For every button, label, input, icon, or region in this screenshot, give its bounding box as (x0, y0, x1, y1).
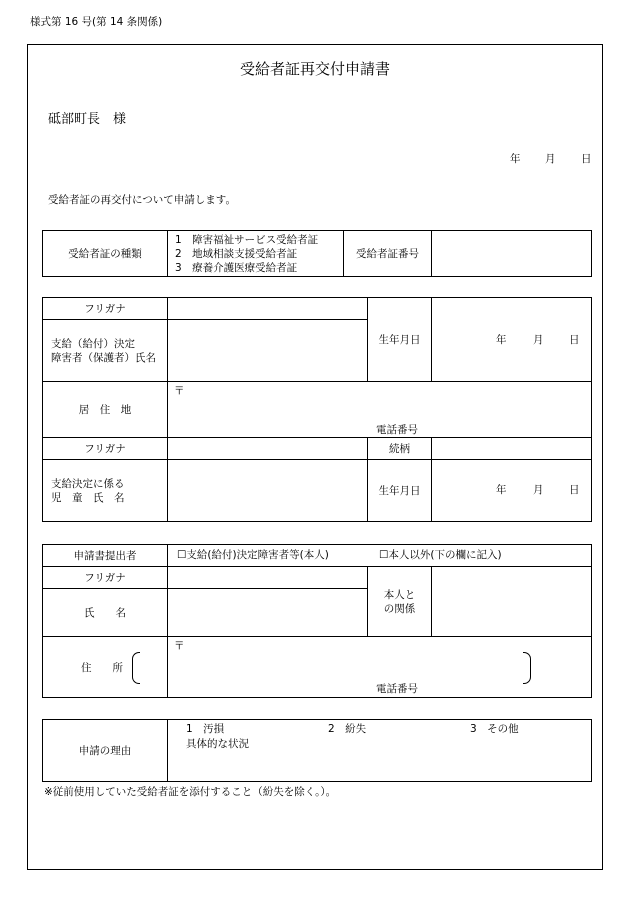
child-name-label-line2: 児 童 氏 名 (51, 491, 125, 504)
recipient-birth-field[interactable] (432, 298, 592, 382)
relation-label: 続柄 (368, 438, 432, 460)
relation-field[interactable] (432, 438, 592, 460)
paren-left-icon (132, 652, 140, 684)
checkbox-other-icon[interactable]: ☐ (379, 549, 389, 561)
reason-label: 申請の理由 (43, 720, 168, 782)
child-birth-day: 日 (569, 484, 580, 496)
cert-type-option-2: 2 地域相談支援受給者証 (175, 247, 298, 260)
recipient-birth-day: 日 (569, 334, 580, 346)
child-birth-year: 年 (496, 484, 507, 496)
paren-right-icon (523, 652, 531, 684)
submitter-option-self[interactable] (177, 550, 329, 561)
checkbox-self-icon[interactable]: ☐ (177, 549, 187, 561)
recipient-furigana-field[interactable] (168, 298, 368, 320)
cert-type-options (168, 231, 344, 277)
recipient-birth-month: 月 (533, 334, 544, 346)
submitter-options (168, 545, 592, 567)
cert-type-option-1: 1 障害福祉サービス受給者証 (175, 233, 319, 246)
submitter-postal-mark: 〒 (174, 640, 185, 652)
recipient-table (42, 297, 592, 522)
submitter-table (42, 544, 592, 698)
recipient-birth-label: 生年月日 (368, 298, 432, 382)
recipient-name-label-line2: 障害者（保護者）氏名 (51, 351, 156, 364)
child-birth-month: 月 (533, 484, 544, 496)
submitter-name-label: 氏 名 (43, 589, 168, 637)
reason-field[interactable] (168, 720, 592, 782)
child-birth-field[interactable] (432, 460, 592, 522)
submitter-address-field[interactable] (168, 637, 592, 698)
submitter-label: 申請書提出者 (43, 545, 168, 567)
child-furigana-field[interactable] (168, 438, 368, 460)
recipient-furigana-label: フリガナ (43, 298, 168, 320)
form-title: 受給者証再交付申請書 (239, 60, 390, 78)
cert-number-field[interactable] (432, 231, 592, 277)
submitter-option-self-label: 支給(給付)決定障害者等(本人) (186, 549, 329, 561)
child-name-field[interactable] (168, 460, 368, 522)
residence-postal-mark: 〒 (174, 385, 185, 397)
cert-type-table (42, 230, 592, 277)
footnote: ※従前使用していた受給者証を添付すること（紛失を除く。）。 (44, 786, 337, 798)
reason-detail-label: 具体的な状況 (186, 738, 249, 750)
submitter-address-label: 住 所 (43, 637, 168, 698)
submitter-phone-label: 電話番号 (376, 683, 418, 695)
submitter-furigana-field[interactable] (168, 567, 368, 589)
cert-type-label: 受給者証の種類 (43, 231, 168, 277)
addressee: 砥部町長 様 (48, 112, 127, 127)
date-month: 月 (545, 153, 556, 165)
recipient-birth-year: 年 (496, 334, 507, 346)
child-name-label-line1: 支給決定に係る (51, 477, 125, 490)
child-birth-label: 生年月日 (368, 460, 432, 522)
residence-label: 居 住 地 (43, 382, 168, 438)
residence-phone-label: 電話番号 (376, 424, 418, 436)
submitter-relation-field[interactable] (432, 567, 592, 637)
recipient-name-label (43, 320, 168, 382)
submitter-relation-label (368, 567, 432, 637)
cert-number-label: 受給者証番号 (344, 231, 432, 277)
submitter-relation-line1: 本人と (383, 588, 416, 601)
reason-table (42, 719, 592, 782)
child-furigana-label: フリガナ (43, 438, 168, 460)
residence-field[interactable] (168, 382, 592, 438)
submitter-option-other[interactable] (379, 550, 502, 561)
reason-option-1[interactable]: 1 汚損 (186, 723, 225, 735)
submitter-furigana-label: フリガナ (43, 567, 168, 589)
form-number: 様式第 16 号(第 14 条関係) (30, 16, 163, 28)
recipient-name-field[interactable] (168, 320, 368, 382)
recipient-name-label-line1: 支給（給付）決定 (51, 337, 135, 350)
date-day: 日 (581, 153, 592, 165)
reason-option-3[interactable]: 3 その他 (470, 723, 519, 735)
date-year: 年 (510, 153, 521, 165)
submitter-option-other-label: 本人以外(下の欄に記入) (388, 549, 502, 561)
reason-option-2[interactable]: 2 紛失 (328, 723, 367, 735)
intro-text: 受給者証の再交付について申請します。 (48, 194, 236, 206)
child-name-label (43, 460, 168, 522)
cert-type-option-3: 3 療養介護医療受給者証 (175, 261, 298, 274)
submitter-relation-line2: の関係 (383, 602, 416, 615)
submitter-name-field[interactable] (168, 589, 368, 637)
